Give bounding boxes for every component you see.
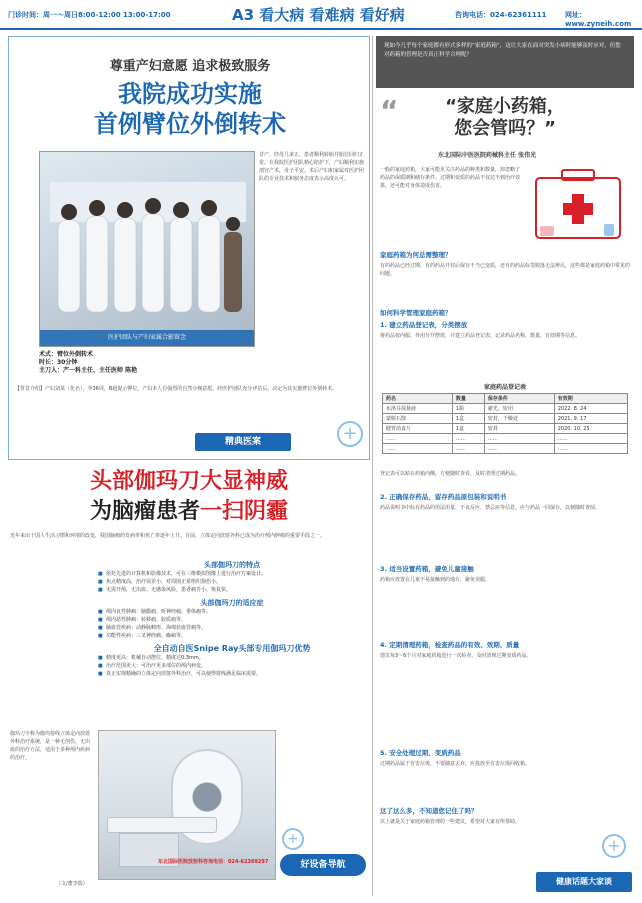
surgery-name: 术式：臂位外倒转术	[39, 351, 94, 358]
table-cell: ……	[484, 434, 554, 444]
table-row	[383, 444, 628, 454]
table-cell: 蒙脱石散	[383, 414, 453, 424]
website: 网址：www.zyneih.com	[565, 11, 632, 28]
feature-item: ■ 依托先进的计算机和影像技术，可在三维模拟图像上进行治疗方案设计。	[98, 570, 366, 578]
article3-headline-line1: “家庭小药箱，	[445, 96, 565, 117]
table-cell: ……	[554, 444, 627, 454]
indication-item: ■ 功能性疾病：三叉神经痛、癫痫等。	[98, 632, 366, 640]
table-cell: 1盒	[452, 424, 484, 434]
table-header-row	[383, 394, 628, 404]
table-cell: ……	[383, 444, 453, 454]
sec2-body: 将药品按内服、外用分开摆放，并建立药品登记表，记录药品名称、数量、有效期等信息。	[380, 333, 581, 339]
sec7-body: 以上就是关于家庭药箱管理的一些建议，希望对大家有所帮助。	[380, 819, 521, 825]
clinic-hours: 门诊时间：周一～周日8:00-12:00 13:00-17:00	[8, 11, 171, 19]
left-column	[8, 36, 370, 896]
advantage-item: ■ 真正实现精确的立体定向放射外科治疗，可以使得射线满足临床需要。	[98, 670, 366, 678]
table-cell: ……	[452, 444, 484, 454]
table-cell: 密封，干燥处	[484, 414, 554, 424]
sec5-title: 4. 定期清理药箱，检查药品的有效、效期、质量	[380, 641, 520, 649]
table-header: 数量	[452, 394, 484, 404]
sec4-body: 药箱应放置在儿童不易接触到的地方，避免误服。	[380, 577, 491, 583]
article2-headline-line2-b: 一扫阴霾	[200, 499, 289, 524]
sec6-title: 5. 安全处理过期、变质药品	[380, 749, 461, 757]
health-topic-banner: 健康话题大家谈	[536, 872, 632, 892]
section-title: A3 看大病 看难病 看好病	[232, 6, 405, 24]
table-cell: 健胃消食片	[383, 424, 453, 434]
quote-mark-icon: “	[380, 94, 399, 127]
article-gamma-knife	[8, 468, 370, 896]
table-cell: 2021. 9. 17	[554, 414, 627, 424]
indication-item: ■ 脑血管疾病：动静脉畸形、海绵状血管瘤等。	[98, 624, 366, 632]
feature-item: ■ 无需开颅，无出血、无感染风险，患者痛苦小、恢复快。	[98, 586, 366, 594]
advantage-item: ■ 精度更高：机械自动摆位，精度达0.3mm。	[98, 654, 366, 662]
table-header: 保存条件	[484, 394, 554, 404]
article2-headline-line2-a: 为脑瘤患者	[89, 499, 200, 524]
medicine-register-table	[382, 382, 628, 454]
table-cell: ……	[383, 434, 453, 444]
indication-item: ■ 颅内恶性肿瘤：转移瘤、胶质瘤等。	[98, 616, 366, 624]
table-cell: 密封	[484, 424, 554, 434]
table-cell: 布洛芬混悬液	[383, 404, 453, 414]
table-header: 有效期	[554, 394, 627, 404]
table-cell: ……	[452, 434, 484, 444]
sec4-title: 3. 适当设置药箱，避免儿童接触	[380, 565, 474, 573]
sec6-body: 过期药品属于有害垃圾，不要随意丢弃，应投放至有害垃圾回收箱。	[380, 761, 531, 767]
table-cell: 2020. 10. 25	[554, 424, 627, 434]
table-row	[383, 404, 628, 414]
consult-phone: 咨询电话：024-62361111	[455, 11, 547, 19]
article3-headline	[376, 96, 634, 140]
table-cell: 2022. 8. 24	[554, 404, 627, 414]
article3-author: 东北国际中医医院药械科主任 张伟光	[438, 152, 537, 159]
medical-cross-icon: +	[337, 421, 363, 447]
table-caption: 家庭药品登记表	[483, 384, 526, 391]
team-photo	[39, 151, 255, 347]
article2-headline-line2	[8, 498, 370, 526]
equipment-guide-badge: 好设备导航	[280, 854, 366, 876]
table-cell: 避光、密闭	[484, 404, 554, 414]
article2-side-text: 伽玛刀全称为伽玛射线立体定向放射外科治疗系统，是一种无创伤、无出血的治疗方法，适用于多种颅内疾病的治疗。	[10, 731, 91, 761]
article1-kicker: 尊重产妇意愿 追求极致服务	[109, 59, 271, 74]
sec2-body2: 登记表可以贴在药箱内侧，方便随时查看，及时清理过期药品。	[380, 471, 521, 477]
table-row	[383, 414, 628, 424]
indication-item: ■ 颅内良性肿瘤：脑膜瘤、听神经瘤、垂体瘤等。	[98, 608, 366, 616]
table-cell: 1盒	[452, 414, 484, 424]
article2-lead: 近年来由于国人生活习惯和环境的改变，我国脑瘤的发病率和死亡率逐年上升。目前，立体定向放射外科已成为治疗颅内肿瘤的重要手段之一。	[10, 533, 326, 539]
sec2-title: 如何科学管理家庭药箱？	[380, 309, 452, 317]
surgery-info	[39, 351, 255, 375]
article1-headline-line2: 首例臂位外倒转术	[94, 110, 286, 138]
sec1-title: 家庭药箱为何总需整理？	[380, 251, 452, 259]
medical-cross-icon: +	[282, 828, 304, 850]
article3-intro: 现如今几乎每个家庭都有形式多样的“家庭药箱”，这让大家在面对突发小病时能够及时应对，但您对药箱的管理是否真正科学合理呢？	[376, 36, 634, 88]
first-aid-kit-icon	[526, 164, 630, 248]
article2-editor: （文/董李瑞）	[56, 881, 88, 887]
feature-item: ■ 焦点精度高，治疗误差小，对周围正常组织损伤小。	[98, 578, 366, 586]
article1-background: 【背景介绍】产妇刘某（化名），孕36周，B超提示臀位，产妇本人有强烈的自然分娩意愿。经医护团队充分评估后，决定为其实施臂位外倒转术。	[15, 386, 338, 392]
team-photo-illustration	[50, 182, 246, 322]
surgery-time: 时长：30分钟	[39, 359, 78, 366]
table-header: 药名	[383, 394, 453, 404]
machine-bed	[107, 817, 217, 833]
article1-headline-line1: 我院成功实施	[118, 80, 262, 108]
medical-cross-icon: +	[602, 834, 626, 858]
sec3-title: 2. 正确保存药品，留存药品原包装和说明书	[380, 493, 507, 501]
article2-headline-line1: 头部伽玛刀大显神威	[89, 469, 288, 494]
article3-headline-line2: 您会管吗？”	[454, 118, 556, 139]
page-header	[0, 0, 642, 30]
advantage-item: ■ 治疗范围更大：可治疗更多部位的颅内病变。	[98, 662, 366, 670]
article1-headline	[9, 79, 371, 139]
surgeon: 主刀人：产一科主任、主任医师 陈艳	[39, 367, 138, 374]
advantages-title: 全自动自医Snipe Ray头部专用伽玛刀优势	[153, 644, 311, 653]
article3-body-intro: 一般的家庭药箱，大家可能更关注药品的种类和数量，却忽略了药品的保质期和储存条件。过期和变质的药品不仅达不到治疗效果，还可能对身体造成伤害。	[380, 167, 521, 189]
case-badge: 精典医案	[195, 433, 291, 451]
table-cell: ……	[554, 434, 627, 444]
sec1-body: 有的药品已经过期，有的药品开封后保存不当已变质，还有的药品标签脱落无法辨认，这些都是家庭药箱中常见的问题。	[380, 263, 631, 277]
gamma-knife-info-box	[98, 556, 366, 724]
table-cell: 1瓶	[452, 404, 484, 414]
sec7-title: 这了这么多，不知道您记住了吗？	[380, 807, 478, 815]
article-arm-version	[8, 36, 370, 460]
features-title: 头部伽玛刀的特点	[204, 561, 260, 569]
photo-caption: 医护团队与产妇家属合影留念	[40, 330, 254, 346]
sec3-body: 药品说明书中标有药品的用法用量、不良反应、禁忌症等信息，应与药品一同保存，以便随时查阅。	[380, 505, 601, 511]
table-row	[383, 424, 628, 434]
sec2-subtitle: 1. 建立药品登记表，分类摆放	[380, 321, 468, 329]
sec5-body: 建议每3～6个月对家庭药箱进行一次检查，及时清理过期变质药品。	[380, 653, 532, 659]
table-row	[383, 434, 628, 444]
right-column	[376, 36, 634, 896]
indications-title: 头部伽玛刀的适应症	[200, 599, 264, 607]
table-cell: ……	[484, 444, 554, 454]
article1-body: 昔产，经母儿来正，患者顺利转胎并胎位回归正常。在我院医护团队精心陪护下，产妇顺利实施剖宫产术，母子平安。术后产妇和家属对医护团队的专业技术和服务态度表示高度认可。	[259, 152, 365, 182]
radiology-phone: 东北国际医院放射科咨询电话：024-62369297	[158, 859, 269, 865]
column-divider	[372, 36, 373, 896]
